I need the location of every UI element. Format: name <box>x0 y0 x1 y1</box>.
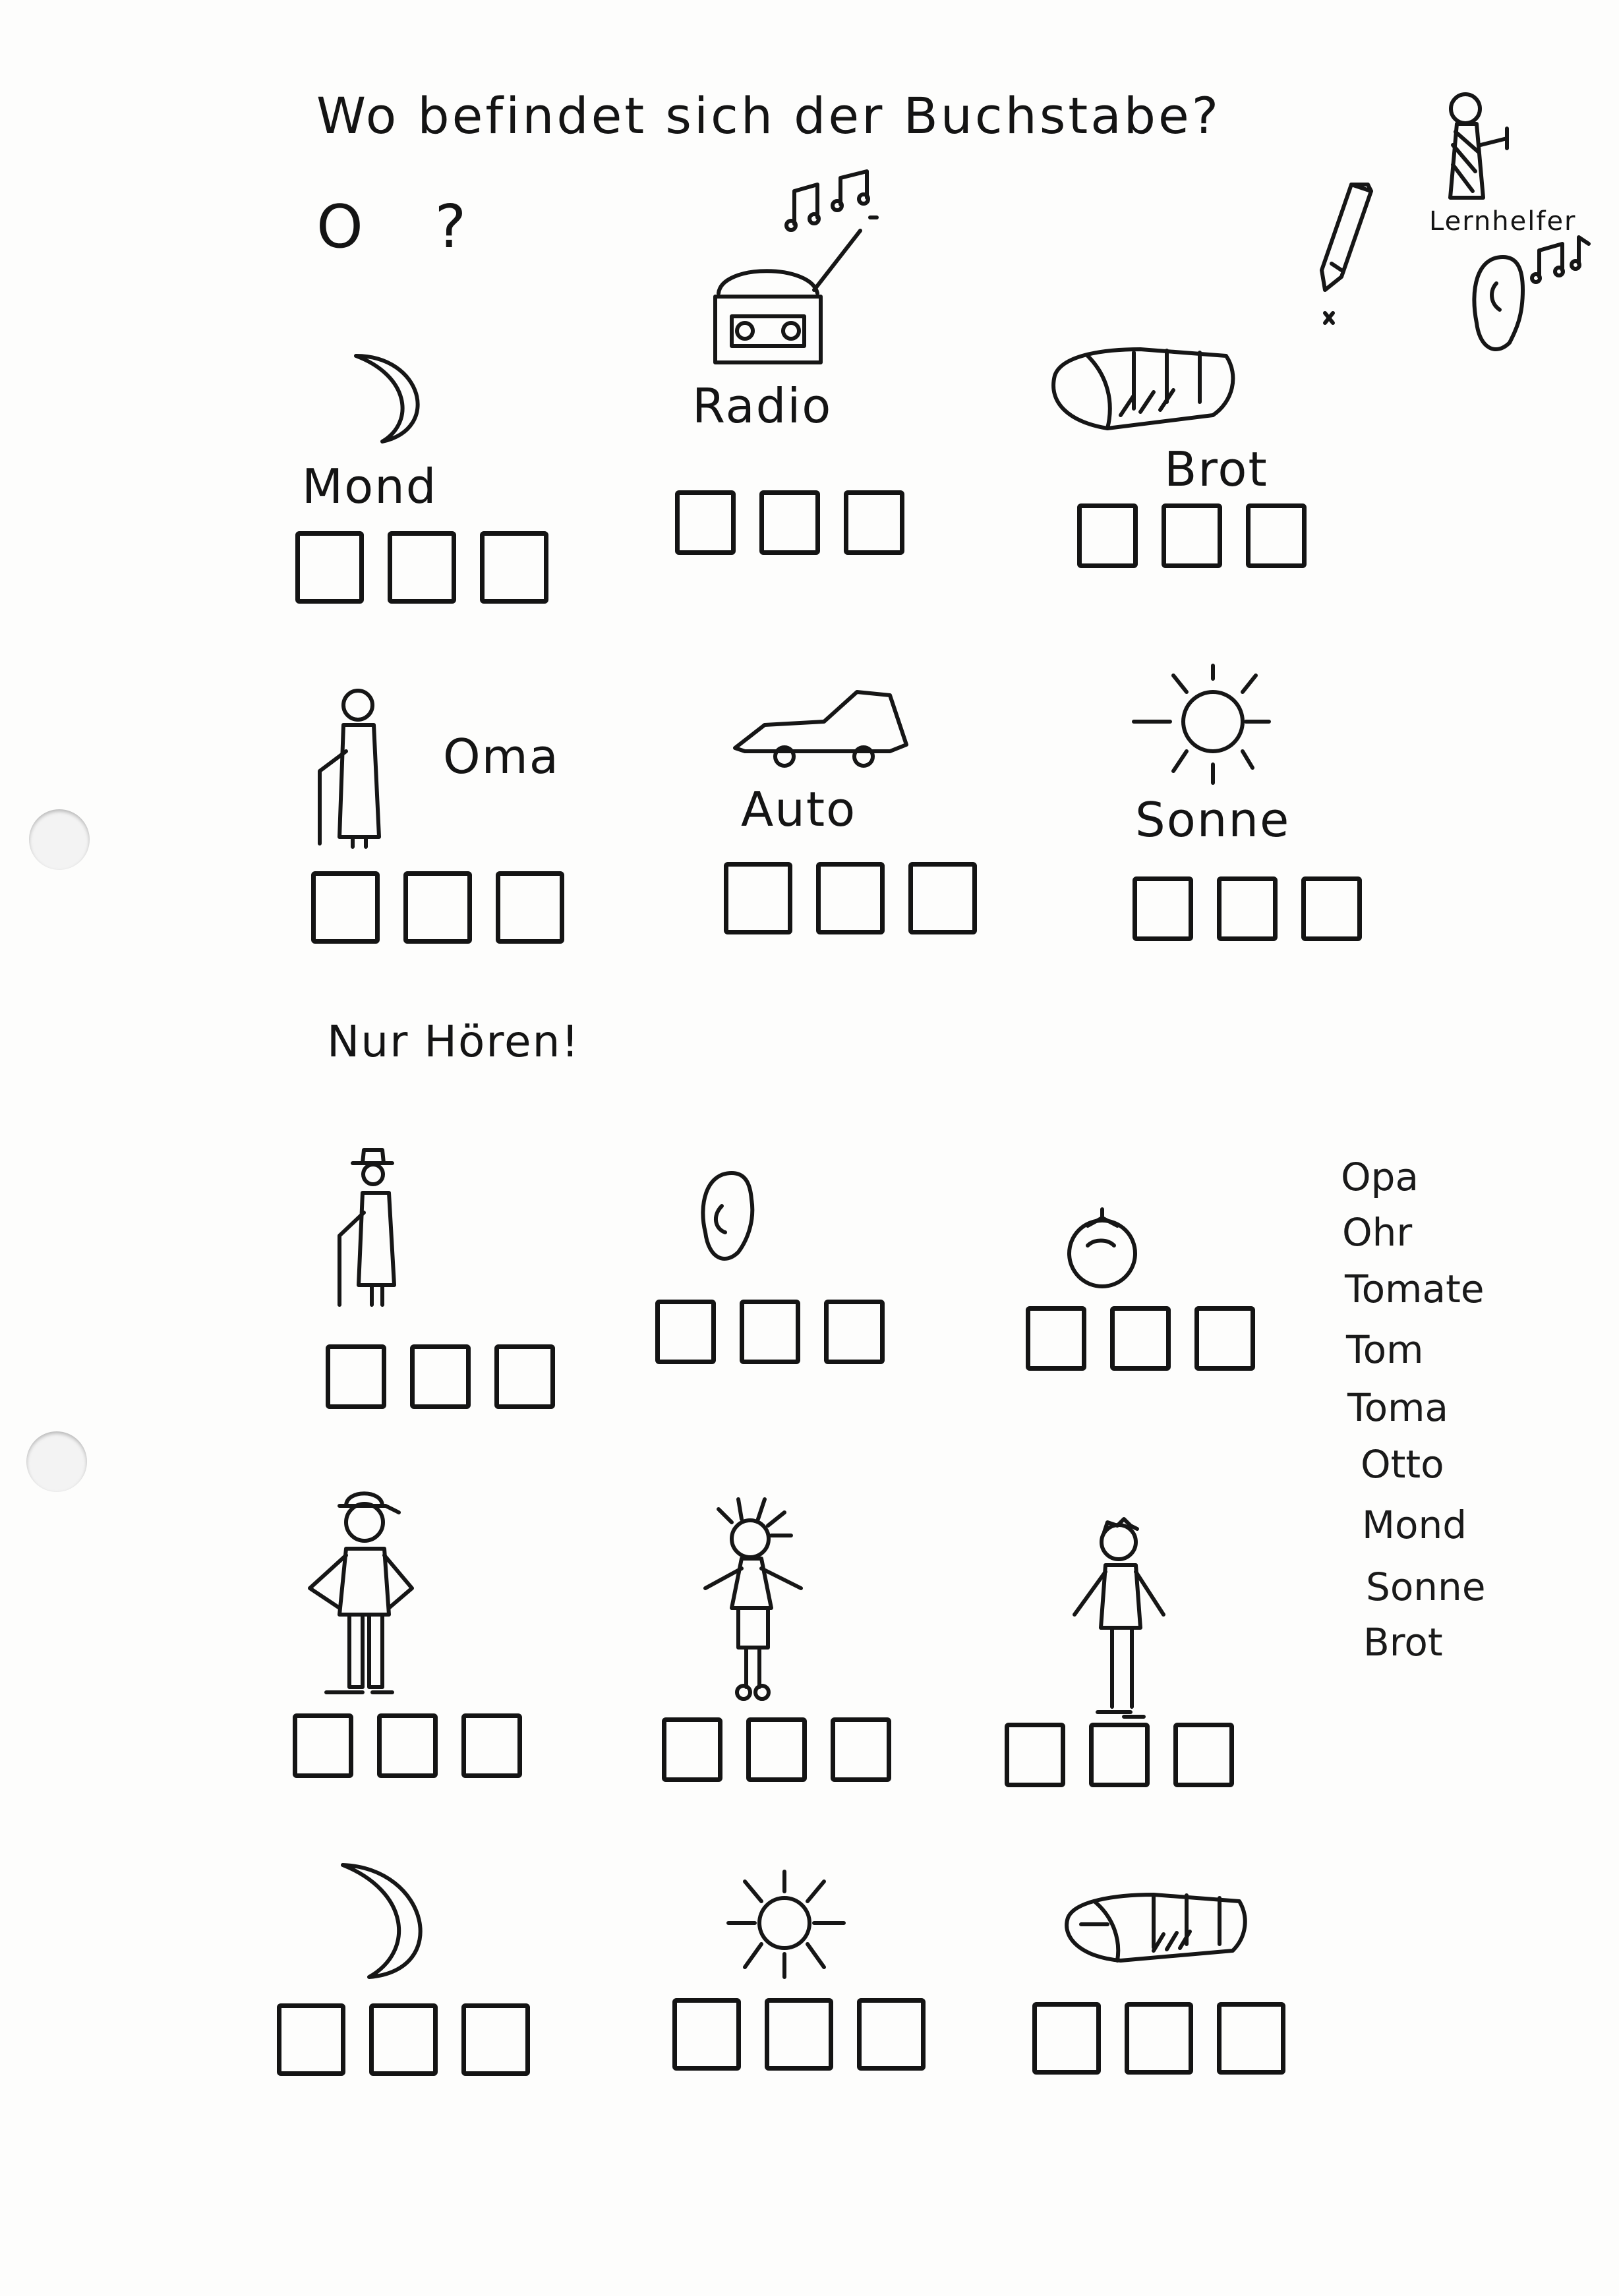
letter-box[interactable] <box>844 490 904 555</box>
word-list-item: Toma <box>1347 1385 1449 1430</box>
word-label-auto: Auto <box>741 782 857 837</box>
letter-box[interactable] <box>857 1998 926 2071</box>
letter-box[interactable] <box>655 1300 716 1364</box>
letter-box[interactable] <box>824 1300 885 1364</box>
letter-box[interactable] <box>277 2003 345 2076</box>
answer-boxes-sonne <box>1133 876 1362 941</box>
letter-box[interactable] <box>831 1717 891 1782</box>
letter-box[interactable] <box>1077 503 1138 568</box>
helper-figure-icon <box>1429 92 1528 211</box>
letter-box[interactable] <box>1217 876 1278 941</box>
answer-boxes-row2-3 <box>1005 1723 1234 1787</box>
letter-box[interactable] <box>1217 2002 1285 2075</box>
answer-boxes-mond <box>295 531 548 604</box>
answer-boxes-row3-2 <box>672 1998 926 2071</box>
letter-prompt: O ? <box>316 192 493 262</box>
letter-box[interactable] <box>1246 503 1307 568</box>
answer-boxes-auto <box>724 862 977 934</box>
ear-icon <box>686 1166 765 1265</box>
word-label-mond: Mond <box>302 459 438 514</box>
answer-boxes-row2-2 <box>662 1717 891 1782</box>
answer-boxes-oma <box>311 871 564 944</box>
letter-box[interactable] <box>369 2003 438 2076</box>
letter-box[interactable] <box>377 1713 438 1778</box>
letter-box[interactable] <box>496 871 564 944</box>
letter-box[interactable] <box>410 1344 471 1409</box>
letter-box[interactable] <box>461 1713 522 1778</box>
moon-icon <box>343 349 442 448</box>
letter-box[interactable] <box>1125 2002 1193 2075</box>
car-icon <box>725 685 916 778</box>
tomato-icon <box>1061 1206 1147 1292</box>
word-list-item: Mond <box>1362 1503 1467 1547</box>
page-title: Wo befindet sich der Buchstabe? <box>316 86 1222 145</box>
letter-box[interactable] <box>1194 1306 1255 1371</box>
answer-boxes-radio <box>675 490 904 555</box>
boy-cap-icon <box>300 1483 419 1700</box>
child-icon <box>692 1496 811 1707</box>
answer-boxes-row3-3 <box>1032 2002 1285 2075</box>
word-list-item: Brot <box>1363 1620 1443 1665</box>
word-label-sonne: Sonne <box>1135 792 1291 847</box>
word-label-oma: Oma <box>443 729 560 784</box>
letter-box[interactable] <box>403 871 472 944</box>
answer-boxes-row1-3 <box>1026 1306 1255 1371</box>
word-list-item: Otto <box>1361 1442 1444 1487</box>
letter-box[interactable] <box>1301 876 1362 941</box>
letter-box[interactable] <box>295 531 364 604</box>
section-heading: Nur Hören! <box>327 1016 580 1067</box>
letter-box[interactable] <box>675 490 736 555</box>
word-list-item: Ohr <box>1342 1210 1413 1255</box>
radio-icon <box>695 165 893 376</box>
grandfather-icon <box>316 1147 422 1311</box>
bread-icon <box>1055 1885 1252 1970</box>
punch-hole-top <box>29 809 90 870</box>
letter-box[interactable] <box>1110 1306 1171 1371</box>
word-list-item: Opa <box>1341 1155 1419 1199</box>
letter-box[interactable] <box>311 871 380 944</box>
letter-box[interactable] <box>1032 2002 1101 2075</box>
letter-box[interactable] <box>816 862 885 934</box>
letter-box[interactable] <box>724 862 792 934</box>
punch-hole-bottom <box>26 1431 87 1492</box>
answer-boxes-brot <box>1077 503 1307 568</box>
answer-boxes-row2-1 <box>293 1713 522 1778</box>
letter-box[interactable] <box>765 1998 833 2071</box>
ear-music-icon <box>1463 237 1602 362</box>
sun-icon <box>1121 666 1272 791</box>
letter-box[interactable] <box>1162 503 1222 568</box>
answer-boxes-row1-2 <box>655 1300 885 1364</box>
letter-box[interactable] <box>326 1344 386 1409</box>
letter-box[interactable] <box>293 1713 353 1778</box>
letter-box[interactable] <box>740 1300 800 1364</box>
helper-label: Lernhelfer <box>1429 206 1577 237</box>
letter-box[interactable] <box>480 531 548 604</box>
letter-box[interactable] <box>672 1998 741 2071</box>
letter-box[interactable] <box>1026 1306 1086 1371</box>
letter-box[interactable] <box>1089 1723 1150 1787</box>
letter-box[interactable] <box>461 2003 530 2076</box>
letter-box[interactable] <box>746 1717 807 1782</box>
answer-boxes-row1-1 <box>326 1344 555 1409</box>
letter-box[interactable] <box>494 1344 555 1409</box>
man-icon <box>1065 1516 1170 1727</box>
letter-box[interactable] <box>662 1717 722 1782</box>
sun-icon <box>719 1865 850 1984</box>
pencil-icon <box>1305 178 1384 330</box>
letter-box[interactable] <box>908 862 977 934</box>
letter-box[interactable] <box>1133 876 1193 941</box>
word-label-brot: Brot <box>1164 442 1268 497</box>
moon-icon <box>330 1858 448 1984</box>
word-list-item: Tom <box>1346 1327 1424 1372</box>
answer-boxes-row3-1 <box>277 2003 530 2076</box>
word-label-radio: Radio <box>692 378 833 434</box>
letter-box[interactable] <box>759 490 820 555</box>
grandmother-icon <box>300 685 405 850</box>
letter-box[interactable] <box>1005 1723 1065 1787</box>
word-list-item: Tomate <box>1345 1267 1485 1311</box>
bread-icon <box>1042 336 1239 442</box>
letter-box[interactable] <box>1173 1723 1234 1787</box>
letter-box[interactable] <box>388 531 456 604</box>
word-list-item: Sonne <box>1366 1564 1486 1609</box>
